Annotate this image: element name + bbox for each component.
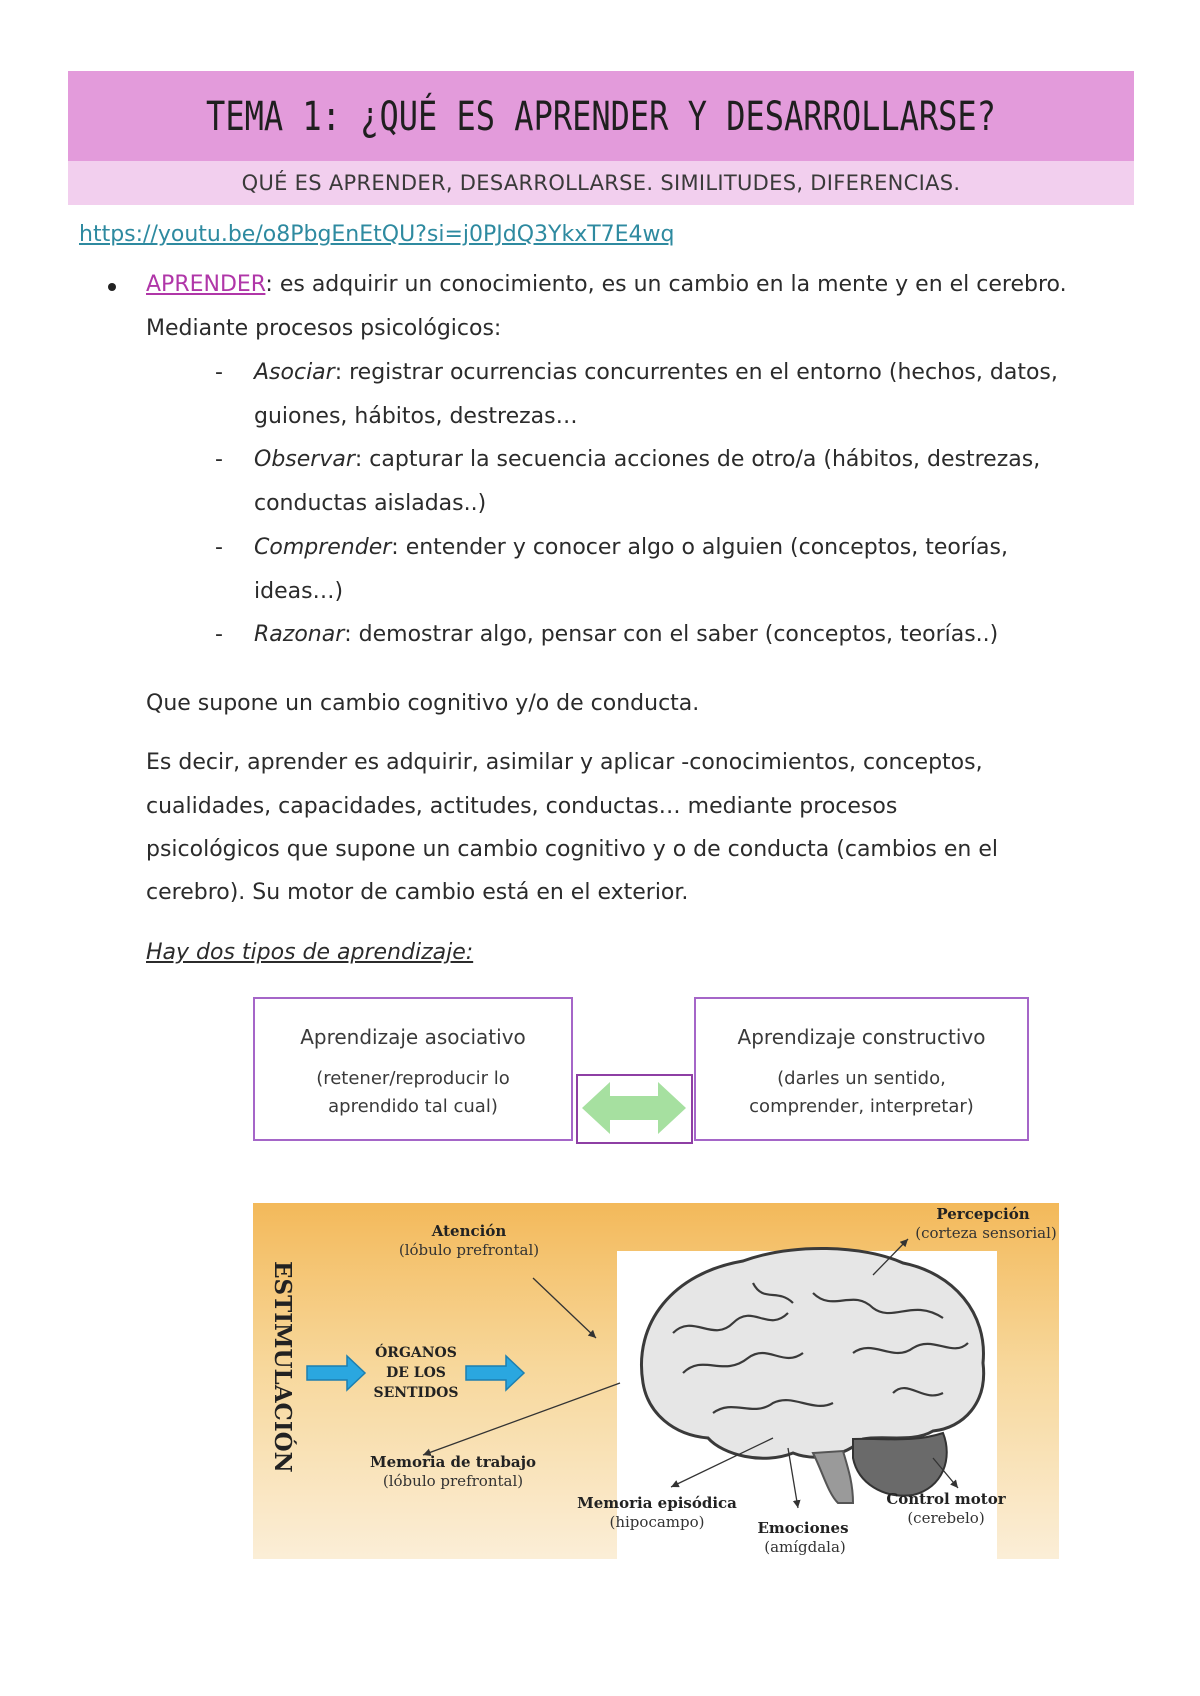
aprender-definition <box>146 272 1067 297</box>
box-description-line: comprender, interpretar) <box>749 1096 974 1117</box>
control-motor-title: Control motor <box>886 1490 1006 1508</box>
box-aprendizaje-asociativo <box>253 997 573 1141</box>
atencion-title: Atención <box>431 1222 507 1240</box>
paragraph-line: Es decir, aprender es adquirir, asimilar y aplicar -conocimientos, conceptos, <box>146 750 983 775</box>
emociones-sub: (amígdala) <box>764 1538 846 1556</box>
paragraph-cambio: Que supone un cambio cognitivo y/o de conducta. <box>146 691 700 716</box>
page-subtitle: QUÉ ES APRENDER, DESARROLLARSE. SIMILITUDES, DIFERENCIAS. <box>241 171 961 195</box>
atencion-sub: (lóbulo prefrontal) <box>398 1241 540 1259</box>
item-asociar <box>254 360 1058 385</box>
memoria-episodica-title: Memoria episódica <box>577 1494 737 1512</box>
bullet-icon <box>108 283 116 291</box>
box-description <box>696 1065 1027 1121</box>
memoria-trabajo-title: Memoria de trabajo <box>369 1453 537 1471</box>
dash-marker: - <box>215 535 223 560</box>
emociones-title: Emociones <box>757 1519 849 1537</box>
brain-diagram-svg <box>253 1203 1059 1559</box>
control-motor-sub: (cerebelo) <box>907 1509 985 1527</box>
item-text: : registrar ocurrencias concurrentes en el entorno (hechos, datos, <box>334 360 1058 385</box>
item-term: Comprender <box>254 535 392 560</box>
memoria-trabajo-sub: (lóbulo prefrontal) <box>382 1472 524 1490</box>
percepcion-title: Percepción <box>936 1205 1030 1223</box>
box-description-line: aprendido tal cual) <box>328 1096 498 1117</box>
brain-diagram <box>253 1203 1059 1559</box>
box-aprendizaje-constructivo <box>694 997 1029 1141</box>
estimulacion-label: ESTIMULACIÓN <box>269 1261 296 1473</box>
item-text: : capturar la secuencia acciones de otro/a (hábitos, destrezas, <box>354 447 1041 472</box>
paragraph-line: cerebro). Su motor de cambio está en el exterior. <box>146 880 689 905</box>
tipos-heading: Hay dos tipos de aprendizaje: <box>146 940 474 965</box>
dash-marker: - <box>215 622 223 647</box>
box-description <box>255 1065 571 1121</box>
aprender-definition-text: : es adquirir un conocimiento, es un cambio en la mente y en el cerebro. <box>265 272 1067 297</box>
double-arrow-frame <box>576 1074 693 1144</box>
dash-marker: - <box>215 447 223 472</box>
item-razonar <box>254 622 998 647</box>
organos-line: DE LOS <box>386 1365 446 1381</box>
aprender-term: APRENDER <box>146 272 266 297</box>
box-title: Aprendizaje asociativo <box>300 1025 526 1049</box>
item-text: : entender y conocer algo o alguien (conceptos, teorías, <box>391 535 1008 560</box>
memoria-episodica-sub: (hipocampo) <box>609 1513 705 1531</box>
item-text: : demostrar algo, pensar con el saber (conceptos, teorías..) <box>344 622 999 647</box>
item-comprender <box>254 535 1008 560</box>
organos-line: ÓRGANOS <box>375 1345 457 1361</box>
aprender-processes-intro: Mediante procesos psicológicos: <box>146 316 502 341</box>
item-term: Razonar <box>254 622 345 647</box>
box-title: Aprendizaje constructivo <box>737 1025 986 1049</box>
item-continuation: guiones, hábitos, destrezas… <box>254 404 578 429</box>
item-observar <box>254 447 1040 472</box>
item-continuation: ideas…) <box>254 579 344 604</box>
sense-arrow-icon <box>307 1356 365 1390</box>
atencion-arrow <box>533 1278 596 1338</box>
double-arrow-icon <box>578 1076 690 1141</box>
dash-marker: - <box>215 360 223 385</box>
percepcion-sub: (corteza sensorial) <box>915 1224 1057 1242</box>
sense-arrow-icon <box>466 1356 524 1390</box>
youtube-link[interactable]: https://youtu.be/o8PbgEnEtQU?si=j0PJdQ3YkxT7E4wq <box>79 222 675 247</box>
title-band <box>68 71 1134 161</box>
item-continuation: conductas aisladas..) <box>254 491 487 516</box>
paragraph-line: cualidades, capacidades, actitudes, conductas… mediante procesos <box>146 794 898 819</box>
organos-line: SENTIDOS <box>373 1385 459 1401</box>
item-term: Asociar <box>254 360 335 385</box>
item-term: Observar <box>254 447 355 472</box>
box-description-line: (retener/reproducir lo <box>316 1068 510 1089</box>
box-description-line: (darles un sentido, <box>777 1068 946 1089</box>
subtitle-band <box>68 161 1134 205</box>
paragraph-line: psicológicos que supone un cambio cognitivo y o de conducta (cambios en el <box>146 837 998 862</box>
page-title: TEMA 1: ¿QUÉ ES APRENDER Y DESARROLLARSE? <box>206 92 996 140</box>
